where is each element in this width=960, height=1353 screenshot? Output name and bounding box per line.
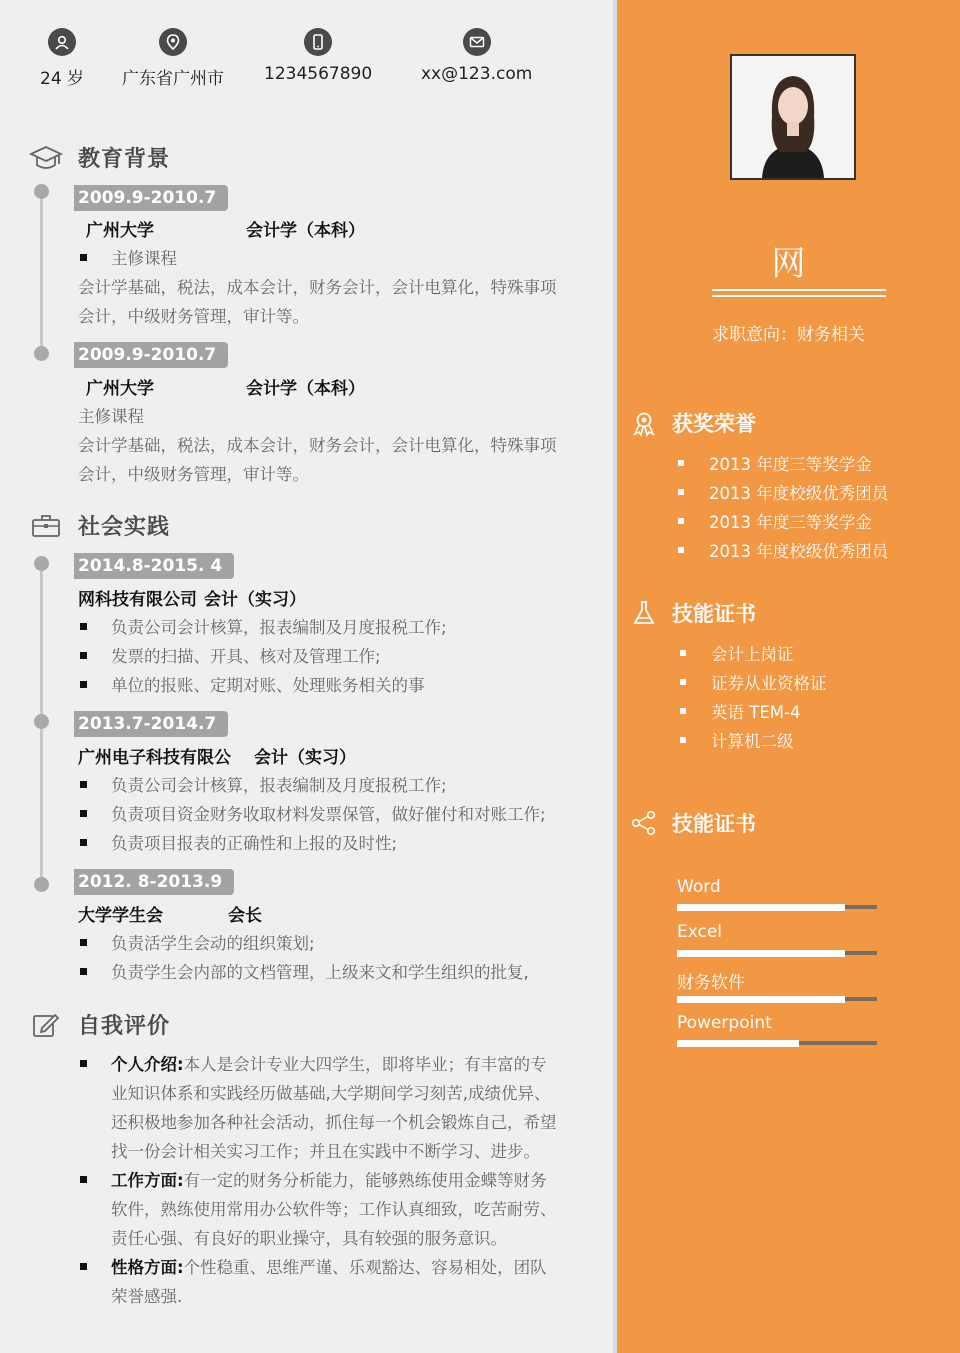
skill-bar: [677, 951, 877, 955]
divider-line: [712, 295, 886, 297]
role-name: 会计（实习）: [254, 748, 356, 768]
award-item: 2013 年度三等奖学金: [709, 509, 872, 533]
section-title: 技能证书: [672, 812, 756, 836]
location-text: 广东省广州市: [122, 69, 224, 89]
school-name: 广州大学: [86, 221, 154, 241]
divider-line: [712, 289, 886, 291]
role-name: 会计（实习）: [204, 590, 306, 610]
course-line: 会计学基础，税法，成本会计，财务会计，会计电算化，特殊事项: [78, 436, 557, 455]
award-item: 2013 年度三等奖学金: [709, 451, 872, 475]
section-title: 教育背景: [78, 147, 171, 172]
date-tag: 2013.7-2014.7: [74, 711, 228, 737]
self-eval-label: 个人介绍:: [111, 1055, 184, 1074]
course-line: 会计，中级财务管理，审计等。: [78, 307, 309, 326]
major-name: 会计学（本科）: [246, 221, 365, 241]
cert-item: 证券从业资格证: [711, 670, 827, 694]
self-eval-personality: [78, 1253, 563, 1311]
org-name: 大学学生会: [78, 906, 163, 926]
skill-bar: [677, 997, 877, 1001]
self-eval-text: 个性稳重、思维严谨、乐观豁达、容易相处，团队荣誉感强.: [111, 1258, 547, 1306]
timeline-dot: [34, 877, 49, 892]
skill-bar-fill: [677, 950, 845, 957]
name-text: 网: [771, 244, 806, 284]
email-text: xx@123.com: [421, 64, 533, 84]
contact-phone: [264, 28, 372, 84]
role-name: 会长: [228, 906, 262, 926]
major-name: 会计学（本科）: [246, 379, 365, 399]
self-eval-work: [78, 1166, 563, 1253]
section-title: 技能证书: [672, 602, 756, 626]
course-line: 会计，中级财务管理，审计等。: [78, 465, 309, 484]
skills-heading: [628, 808, 756, 838]
timeline-dot: [34, 556, 49, 571]
skill-label: Excel: [677, 922, 723, 942]
age-text: 24 岁: [40, 69, 85, 89]
person-icon: [48, 28, 76, 56]
skill-label: Word: [677, 877, 721, 897]
education-heading: [28, 142, 170, 173]
cert-item: 英语 TEM-4: [711, 699, 800, 723]
flask-icon: [628, 598, 660, 628]
briefcase-icon: [28, 511, 64, 541]
self-eval-label: 性格方面:: [111, 1258, 184, 1277]
school-name: 广州大学: [86, 379, 154, 399]
skill-bar-fill: [677, 1040, 799, 1047]
course-label: 主修课程: [78, 407, 144, 426]
self-eval-text: 本人是会计专业大四学生，即将毕业；有丰富的专业知识体系和实践经历做基础,大学期间学习刻苦,成绩优异、还积极地参加各种社会活动，抓住每一个机会锻炼自己，希望找一份会计相关实习工作；并且在实践中不断学习、进步。: [111, 1055, 557, 1161]
cert-item: 计算机二级: [711, 728, 794, 752]
course-line: 会计学基础，税法，成本会计，财务会计，会计电算化，特殊事项: [78, 278, 557, 297]
phone-icon: [304, 28, 332, 56]
timeline-dot: [34, 184, 49, 199]
contact-location: [122, 28, 224, 89]
section-title: 自我评价: [78, 1014, 171, 1039]
graduation-cap-icon: [28, 143, 64, 173]
section-title: 社会实践: [78, 515, 171, 540]
date-tag: 2009.9-2010.7: [74, 342, 228, 368]
practice-heading: [28, 510, 170, 541]
award-item: 2013 年度校级优秀团员: [709, 538, 888, 562]
edit-icon: [28, 1010, 64, 1040]
timeline-dot: [34, 714, 49, 729]
cert-item: 会计上岗证: [711, 641, 794, 665]
job-intent: 求职意向：财务相关: [712, 325, 865, 345]
self-eval-text: 有一定的财务分析能力，能够熟练使用金蝶等财务软件，熟练使用常用办公软件等；工作认真细致，吃苦耐劳、责任心强、有良好的职业操守，具有较强的服务意识。: [111, 1171, 557, 1248]
award-ribbon-icon: [628, 408, 660, 438]
self-eval-heading: [28, 1009, 170, 1040]
org-name: 网科技有限公司: [78, 590, 197, 610]
certs-heading: [628, 598, 756, 628]
avatar: [730, 54, 856, 180]
self-eval-intro: [78, 1050, 563, 1166]
share-icon: [628, 808, 660, 838]
phone-text: 1234567890: [264, 64, 373, 84]
org-name: 广州电子科技有限公: [78, 748, 231, 768]
award-item: 2013 年度校级优秀团员: [709, 480, 888, 504]
date-tag: 2014.8-2015. 4: [74, 553, 234, 579]
location-pin-icon: [159, 28, 187, 56]
skill-label: Powerpoint: [677, 1013, 772, 1033]
skill-bar: [677, 905, 877, 909]
self-eval-label: 工作方面:: [111, 1171, 184, 1190]
education-timeline: [40, 190, 43, 356]
mail-icon: [463, 28, 491, 56]
skill-bar: [677, 1041, 877, 1045]
skill-label: 财务软件: [677, 973, 745, 993]
contact-age: [40, 28, 84, 89]
skill-bar-fill: [677, 904, 845, 911]
contact-email: [421, 28, 532, 84]
date-tag: 2012. 8-2013.9: [74, 869, 234, 895]
timeline-dot: [34, 346, 49, 361]
date-tag: 2009.9-2010.7: [74, 185, 228, 211]
section-title: 获奖荣誉: [672, 412, 756, 436]
awards-heading: [628, 408, 756, 438]
skill-bar-fill: [677, 996, 845, 1003]
